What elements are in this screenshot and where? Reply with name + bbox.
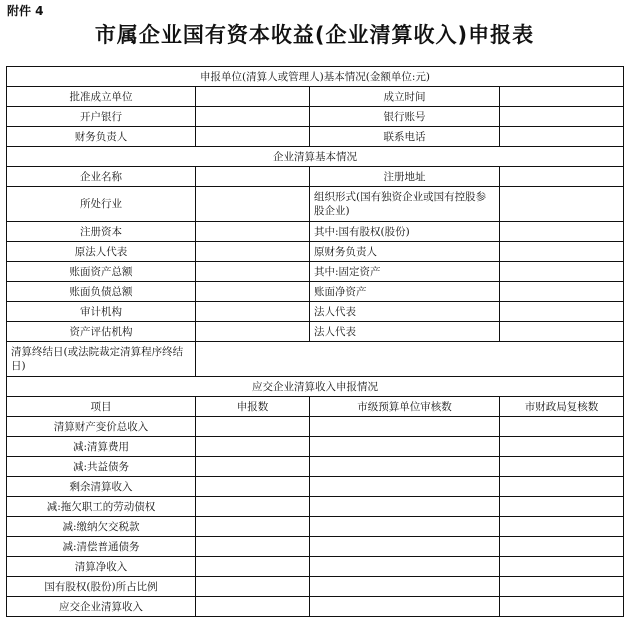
rechecked-value-cell[interactable] [500, 577, 624, 597]
field-value-cell[interactable] [500, 127, 624, 147]
field-value-cell[interactable] [500, 222, 624, 242]
item-label: 清算财产变价总收入 [7, 417, 196, 437]
table-row [7, 87, 624, 107]
field-label: 银行账号 [310, 107, 500, 127]
table-row [7, 477, 624, 497]
field-label: 组织形式(国有独资企业或国有控股参股企业) [310, 187, 500, 222]
item-label: 减:清算费用 [7, 437, 196, 457]
field-label: 注册地址 [310, 167, 500, 187]
table-row [7, 342, 624, 377]
declared-value-cell[interactable] [196, 417, 310, 437]
field-value-cell[interactable] [196, 242, 310, 262]
table-row [7, 242, 624, 262]
reviewed-value-cell[interactable] [310, 577, 500, 597]
declared-value-cell[interactable] [196, 557, 310, 577]
declared-value-cell[interactable] [196, 497, 310, 517]
field-value-cell[interactable] [500, 282, 624, 302]
reviewed-value-cell[interactable] [310, 517, 500, 537]
field-label: 账面净资产 [310, 282, 500, 302]
field-value-cell[interactable] [196, 342, 624, 377]
section-title: 企业清算基本情况 [7, 147, 624, 167]
rechecked-value-cell[interactable] [500, 437, 624, 457]
field-label: 所处行业 [7, 187, 196, 222]
reviewed-value-cell[interactable] [310, 437, 500, 457]
field-label: 成立时间 [310, 87, 500, 107]
field-label: 原法人代表 [7, 242, 196, 262]
item-label: 减:拖欠职工的劳动债权 [7, 497, 196, 517]
item-label: 剩余清算收入 [7, 477, 196, 497]
column-header: 市级预算单位审核数 [310, 397, 500, 417]
section-title: 申报单位(清算人或管理人)基本情况(金额单位:元) [7, 67, 624, 87]
reviewed-value-cell[interactable] [310, 477, 500, 497]
column-header: 市财政局复核数 [500, 397, 624, 417]
table-row [7, 437, 624, 457]
field-value-cell[interactable] [196, 302, 310, 322]
field-label: 账面资产总额 [7, 262, 196, 282]
field-value-cell[interactable] [196, 262, 310, 282]
rechecked-value-cell[interactable] [500, 497, 624, 517]
declaration-form [6, 66, 624, 617]
reviewed-value-cell[interactable] [310, 597, 500, 617]
attachment-label: 附件 4 [7, 4, 44, 18]
reviewed-value-cell[interactable] [310, 417, 500, 437]
table-row [7, 497, 624, 517]
field-label: 原财务负责人 [310, 242, 500, 262]
rechecked-value-cell[interactable] [500, 597, 624, 617]
field-value-cell[interactable] [500, 302, 624, 322]
table-header-row [7, 397, 624, 417]
table-row [7, 417, 624, 437]
item-label: 减:缴纳欠交税款 [7, 517, 196, 537]
table-row [7, 457, 624, 477]
field-label: 法人代表 [310, 302, 500, 322]
rechecked-value-cell[interactable] [500, 517, 624, 537]
field-value-cell[interactable] [500, 322, 624, 342]
table-row [7, 517, 624, 537]
field-value-cell[interactable] [196, 107, 310, 127]
field-label: 企业名称 [7, 167, 196, 187]
field-label: 清算终结日(或法院裁定清算程序终结日) [7, 342, 196, 377]
section-title: 应交企业清算收入申报情况 [7, 377, 624, 397]
table-row [7, 107, 624, 127]
field-label: 其中:固定资产 [310, 262, 500, 282]
table-row [7, 222, 624, 242]
reviewed-value-cell[interactable] [310, 457, 500, 477]
reviewed-value-cell[interactable] [310, 537, 500, 557]
field-value-cell[interactable] [196, 127, 310, 147]
field-value-cell[interactable] [500, 87, 624, 107]
field-label: 注册资本 [7, 222, 196, 242]
field-value-cell[interactable] [196, 167, 310, 187]
declared-value-cell[interactable] [196, 477, 310, 497]
declared-value-cell[interactable] [196, 457, 310, 477]
column-header: 项目 [7, 397, 196, 417]
table-row [7, 537, 624, 557]
field-value-cell[interactable] [500, 107, 624, 127]
table-row [7, 322, 624, 342]
item-label: 减:清偿普通债务 [7, 537, 196, 557]
form-title: 市属企业国有资本收益(企业清算收入)申报表 [94, 23, 535, 47]
table-row [7, 302, 624, 322]
field-label: 批准成立单位 [7, 87, 196, 107]
rechecked-value-cell[interactable] [500, 537, 624, 557]
table-row [7, 282, 624, 302]
item-label: 减:共益债务 [7, 457, 196, 477]
table-row [7, 262, 624, 282]
field-label: 账面负债总额 [7, 282, 196, 302]
item-label: 应交企业清算收入 [7, 597, 196, 617]
declared-value-cell[interactable] [196, 577, 310, 597]
field-value-cell[interactable] [196, 87, 310, 107]
item-label: 国有股权(股份)所占比例 [7, 577, 196, 597]
table-row [7, 187, 624, 222]
declared-value-cell[interactable] [196, 537, 310, 557]
field-value-cell[interactable] [196, 282, 310, 302]
section-header-applicant [7, 67, 624, 87]
declared-value-cell[interactable] [196, 437, 310, 457]
field-value-cell[interactable] [196, 322, 310, 342]
field-value-cell[interactable] [500, 262, 624, 282]
field-label: 开户银行 [7, 107, 196, 127]
item-label: 清算净收入 [7, 557, 196, 577]
rechecked-value-cell[interactable] [500, 557, 624, 577]
rechecked-value-cell[interactable] [500, 477, 624, 497]
table-row [7, 557, 624, 577]
declared-value-cell[interactable] [196, 517, 310, 537]
field-label: 联系电话 [310, 127, 500, 147]
field-label: 其中:国有股权(股份) [310, 222, 500, 242]
declared-value-cell[interactable] [196, 597, 310, 617]
field-label: 资产评估机构 [7, 322, 196, 342]
rechecked-value-cell[interactable] [500, 457, 624, 477]
field-label: 审计机构 [7, 302, 196, 322]
field-value-cell[interactable] [196, 222, 310, 242]
section-header-income [7, 377, 624, 397]
field-label: 财务负责人 [7, 127, 196, 147]
table-row [7, 127, 624, 147]
field-value-cell[interactable] [500, 242, 624, 262]
field-value-cell[interactable] [500, 167, 624, 187]
field-value-cell[interactable] [500, 187, 624, 222]
field-value-cell[interactable] [196, 187, 310, 222]
table-row [7, 167, 624, 187]
field-label: 法人代表 [310, 322, 500, 342]
section-header-enterprise [7, 147, 624, 167]
rechecked-value-cell[interactable] [500, 417, 624, 437]
table-row [7, 597, 624, 617]
reviewed-value-cell[interactable] [310, 497, 500, 517]
table-row [7, 577, 624, 597]
reviewed-value-cell[interactable] [310, 557, 500, 577]
column-header: 申报数 [196, 397, 310, 417]
